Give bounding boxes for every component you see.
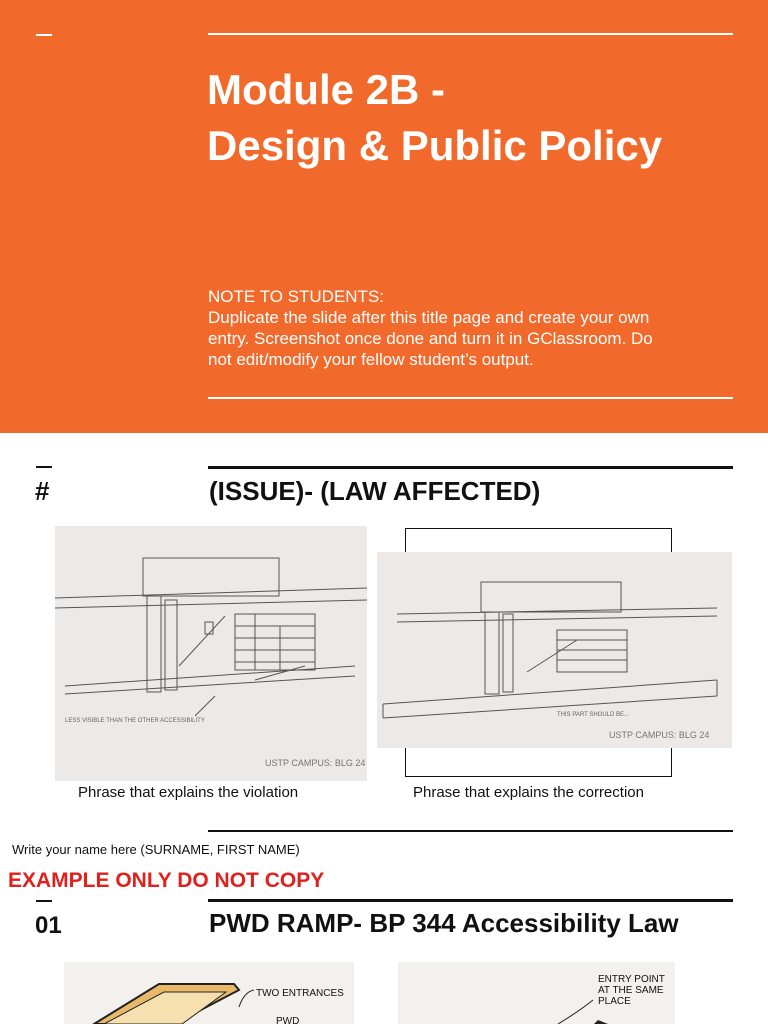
violation-sketch xyxy=(55,526,367,781)
svg-text:THIS PART SHOULD BE...: THIS PART SHOULD BE... xyxy=(557,712,630,718)
example-dash xyxy=(36,900,52,902)
example-left-drawing xyxy=(64,962,354,1024)
correction-sketch xyxy=(377,552,732,748)
violation-drawing xyxy=(55,526,367,781)
sketch-label-left: USTP CAMPUS: BLG 24 xyxy=(265,758,366,768)
heading-rule xyxy=(208,466,733,469)
example-rule xyxy=(208,899,733,902)
example-heading: PWD RAMP- BP 344 Accessibility Law xyxy=(209,908,679,938)
note-heading: NOTE TO STUDENTS: xyxy=(208,287,385,306)
example-right-drawing xyxy=(398,962,675,1024)
slide-dash xyxy=(36,466,52,468)
right-annotation-1: ENTRY POINT xyxy=(598,974,665,985)
violation-caption: Phrase that explains the violation xyxy=(78,784,299,801)
example-left-sketch xyxy=(64,962,354,1024)
example-right-sketch xyxy=(398,962,675,1024)
sketch-label-right: USTP CAMPUS: BLG 24 xyxy=(609,730,710,740)
note-line-3: not edit/modify your fellow student’s output. xyxy=(208,350,534,369)
note-line-2: entry. Screenshot once done and turn it in GClassroom. Do xyxy=(208,329,653,348)
right-annotation-2: AT THE SAME xyxy=(598,985,664,996)
slide-heading: (ISSUE)- (LAW AFFECTED) xyxy=(209,476,541,506)
correction-caption: Phrase that explains the correction xyxy=(413,784,644,801)
name-rule xyxy=(208,830,733,832)
top-rule xyxy=(208,33,733,35)
left-annotation-1: TWO ENTRANCES xyxy=(256,988,344,999)
corner-dash xyxy=(36,34,52,36)
slide-title xyxy=(207,62,747,174)
example-warning: EXAMPLE ONLY DO NOT COPY xyxy=(8,869,325,892)
title-line-2: Design & Public Policy xyxy=(207,122,663,169)
correction-drawing xyxy=(377,552,732,748)
example-number: 01 xyxy=(35,912,62,939)
svg-text:LESS VISIBLE THAN THE OTHER AC: LESS VISIBLE THAN THE OTHER ACCESSIBILITY xyxy=(65,718,205,724)
right-annotation-3: PLACE xyxy=(598,996,631,1007)
title-line-1: Module 2B - xyxy=(207,66,445,113)
note-line-1: Duplicate the slide after this title page and create your own xyxy=(208,308,650,327)
student-note xyxy=(208,286,728,370)
slide-number: # xyxy=(35,476,50,506)
title-slide xyxy=(0,0,768,433)
left-annotation-2: PWD xyxy=(276,1016,300,1024)
name-prompt: Write your name here (SURNAME, FIRST NAME) xyxy=(12,842,300,857)
bottom-rule xyxy=(208,397,733,399)
